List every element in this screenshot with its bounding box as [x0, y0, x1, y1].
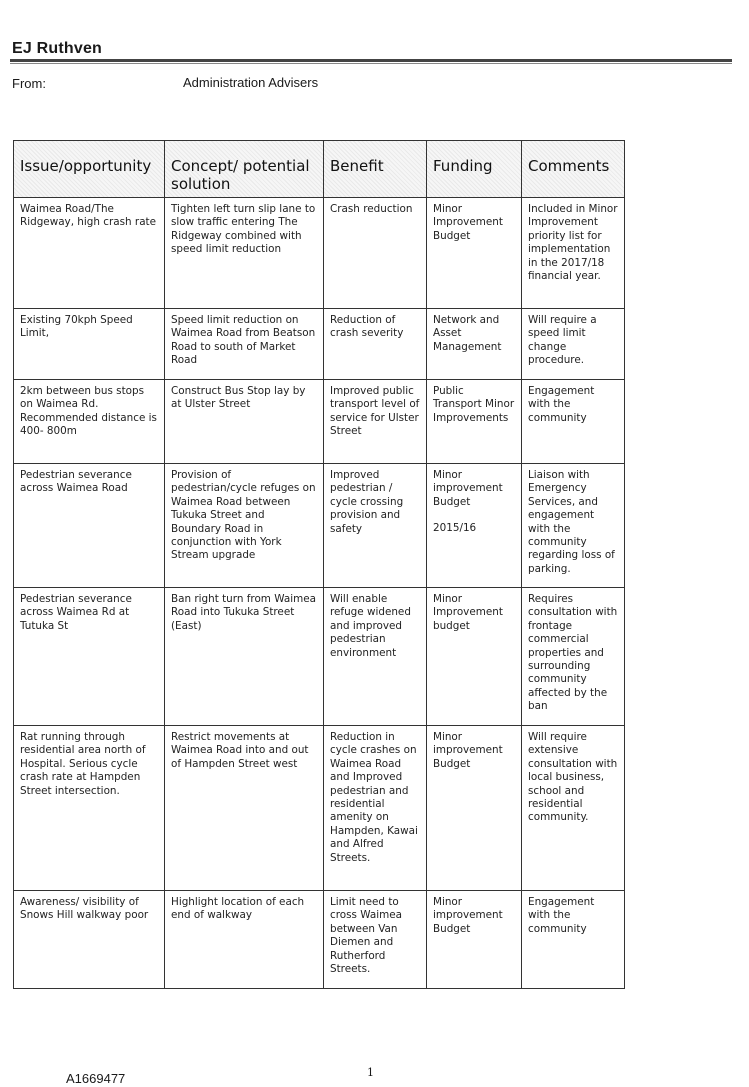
- benefit-cell: Limit need to cross Waimea between Van Diemen and Rutherford Streets.: [323, 891, 426, 988]
- funding-cell: Network and Asset Management: [426, 309, 521, 379]
- page-number: 1: [367, 1066, 374, 1079]
- column-header-benefit: Benefit: [323, 141, 426, 197]
- table-row: [14, 890, 624, 988]
- benefit-cell: Reduction of crash severity: [323, 309, 426, 379]
- comments-cell: Engagement with the community: [521, 380, 624, 463]
- header-rule: [10, 59, 732, 62]
- from-value: Administration Advisers: [183, 75, 319, 90]
- table-row: [14, 197, 624, 308]
- solution-cell: Tighten left turn slip lane to slow traffic entering The Ridgeway combined with speed limit reduction: [164, 198, 323, 308]
- issue-cell: Pedestrian severance across Waimea Rd at Tutuka St: [20, 593, 132, 632]
- column-header-funding: Funding: [426, 141, 521, 197]
- table-header-row: [14, 141, 624, 197]
- comments-cell: Requires consultation with frontage commercial properties and surrounding community affected by the ban: [521, 588, 624, 725]
- funding-year: 2015/16: [433, 522, 477, 535]
- table-row: [14, 463, 624, 587]
- funding-cell: Minor Improvement Budget: [426, 198, 521, 308]
- benefit-cell: Reduction in cycle crashes on Waimea Road and Improved pedestrian and residential amenity on Hampden, Kawai and Alfred Streets.: [323, 726, 426, 890]
- table-row: [14, 587, 624, 725]
- solution-cell: Speed limit reduction on Waimea Road from Beatson Road to south of Market Road: [164, 309, 323, 379]
- table-row: [14, 308, 624, 379]
- issue-cell: Existing 70kph Speed Limit,: [20, 314, 133, 340]
- funding-cell: Minor improvement Budget: [426, 726, 521, 890]
- benefit-cell: Improved public transport level of service for Ulster Street: [323, 380, 426, 463]
- document-id: A1669477: [66, 1071, 126, 1086]
- column-header-comments: Comments: [521, 141, 624, 197]
- table-row: [14, 725, 624, 890]
- benefit-cell: Crash reduction: [323, 198, 426, 308]
- solution-cell: Ban right turn from Waimea Road into Tukuka Street (East): [164, 588, 323, 725]
- funding-cell: [426, 464, 521, 587]
- funding-cell: Public Transport Minor Improvements: [426, 380, 521, 463]
- benefit-cell: Will enable refuge widened and improved pedestrian environment: [323, 588, 426, 725]
- document-title: EJ Ruthven: [12, 40, 103, 57]
- comments-cell: Will require extensive consultation with local business, school and residential community.: [521, 726, 624, 890]
- funding-cell: Minor improvement Budget: [426, 891, 521, 988]
- benefit-cell: Improved pedestrian / cycle crossing provision and safety: [323, 464, 426, 587]
- column-header-solution: Concept/ potential solution: [164, 141, 323, 197]
- table-row: [14, 379, 624, 463]
- header-rule-thin: [10, 63, 732, 64]
- comments-cell: Liaison with Emergency Services, and engagement with the community regarding loss of parking.: [521, 464, 624, 587]
- solution-cell: Provision of pedestrian/cycle refuges on Waimea Road between Tukuka Street and Boundary Road in conjunction with York Stream upgrade: [164, 464, 323, 587]
- funding-text: Minor improvement Budget: [433, 469, 503, 508]
- issue-cell: 2km between bus stops on Waimea Rd. Recommended distance is 400- 800m: [20, 385, 157, 438]
- comments-cell: Engagement with the community: [521, 891, 624, 988]
- funding-cell: Minor Improvement budget: [426, 588, 521, 725]
- column-header-issue: Issue/opportunity: [14, 141, 164, 197]
- from-label: From:: [12, 76, 46, 91]
- solution-cell: Highlight location of each end of walkway: [164, 891, 323, 988]
- issue-cell: Awareness/ visibility of Snows Hill walkway poor: [20, 896, 149, 922]
- issue-cell: Rat running through residential area north of Hospital. Serious cycle crash rate at Hampden Street intersection.: [20, 731, 146, 797]
- issues-table: [13, 140, 625, 989]
- issue-cell: Waimea Road/The Ridgeway, high crash rate: [20, 203, 157, 229]
- issue-cell: Pedestrian severance across Waimea Road: [20, 469, 132, 495]
- solution-cell: Construct Bus Stop lay by at Ulster Street: [164, 380, 323, 463]
- comments-cell: Will require a speed limit change procedure.: [521, 309, 624, 379]
- comments-cell: Included in Minor Improvement priority list for implementation in the 2017/18 financial year.: [521, 198, 624, 308]
- solution-cell: Restrict movements at Waimea Road into and out of Hampden Street west: [164, 726, 323, 890]
